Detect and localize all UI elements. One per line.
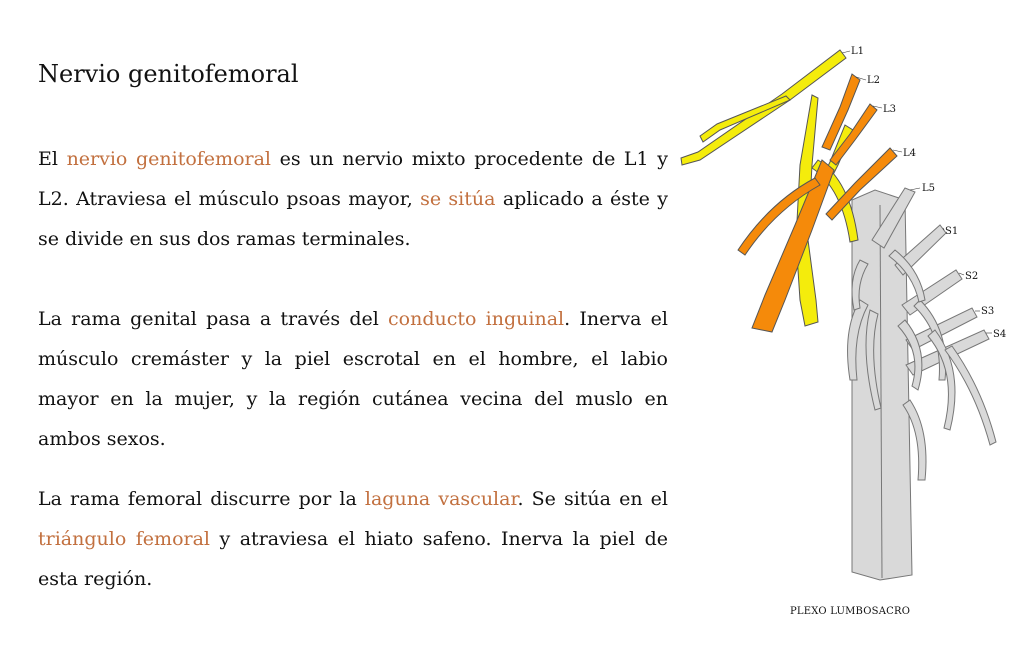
- leader: [910, 188, 920, 190]
- text: La rama genital pasa a través del: [38, 308, 389, 330]
- nerve-l1-branch: [700, 96, 790, 142]
- text: . Inerva el músculo cremáster y la piel escrotal en el hombre, el labio mayor en la mujer, y la región cutánea vecina del muslo en ambos sexos.: [38, 308, 669, 450]
- figure-caption: PLEXO LUMBOSACRO: [790, 606, 911, 617]
- label-s4: S4: [993, 329, 1007, 340]
- leader: [893, 150, 902, 152]
- paragraph-genital-branch: [38, 299, 668, 459]
- label-l5: L5: [922, 183, 936, 194]
- leader: [842, 51, 850, 53]
- paragraph-intro: [38, 139, 668, 259]
- label-l3: L3: [883, 104, 897, 115]
- text: aplicado a éste y se divide en sus dos ramas terminales.: [38, 188, 669, 250]
- link-laguna-vascular[interactable]: laguna vascular: [364, 488, 518, 510]
- label-l4: L4: [903, 148, 917, 159]
- text: es un nervio mixto procedente de L1 y L2. Atraviesa el músculo psoas mayor,: [38, 148, 668, 210]
- leader: [959, 273, 964, 275]
- label-l1: L1: [851, 46, 865, 57]
- gray-nerves: [848, 188, 996, 580]
- link-nervio-genitofemoral[interactable]: nervio genitofemoral: [66, 148, 271, 170]
- femoral-nerve: [752, 160, 834, 332]
- lumbosacral-plexus-illustration: [670, 40, 1024, 600]
- text: . Se sitúa en el: [517, 488, 668, 510]
- label-s2: S2: [965, 271, 979, 282]
- text: El: [38, 148, 67, 170]
- label-s3: S3: [981, 306, 995, 317]
- text: y atraviesa el hiato safeno. Inerva la piel de esta región.: [38, 528, 668, 590]
- text: La rama femoral discurre por la: [38, 488, 365, 510]
- label-s1: S1: [945, 226, 959, 237]
- link-conducto-inguinal[interactable]: conducto inguinal: [388, 308, 565, 330]
- link-se-situa[interactable]: se sitúa: [420, 188, 496, 210]
- paragraph-femoral-branch: [38, 479, 668, 599]
- link-triangulo-femoral[interactable]: triángulo femoral: [38, 528, 210, 550]
- label-l2: L2: [867, 75, 881, 86]
- page-title: Nervio genitofemoral: [38, 60, 299, 88]
